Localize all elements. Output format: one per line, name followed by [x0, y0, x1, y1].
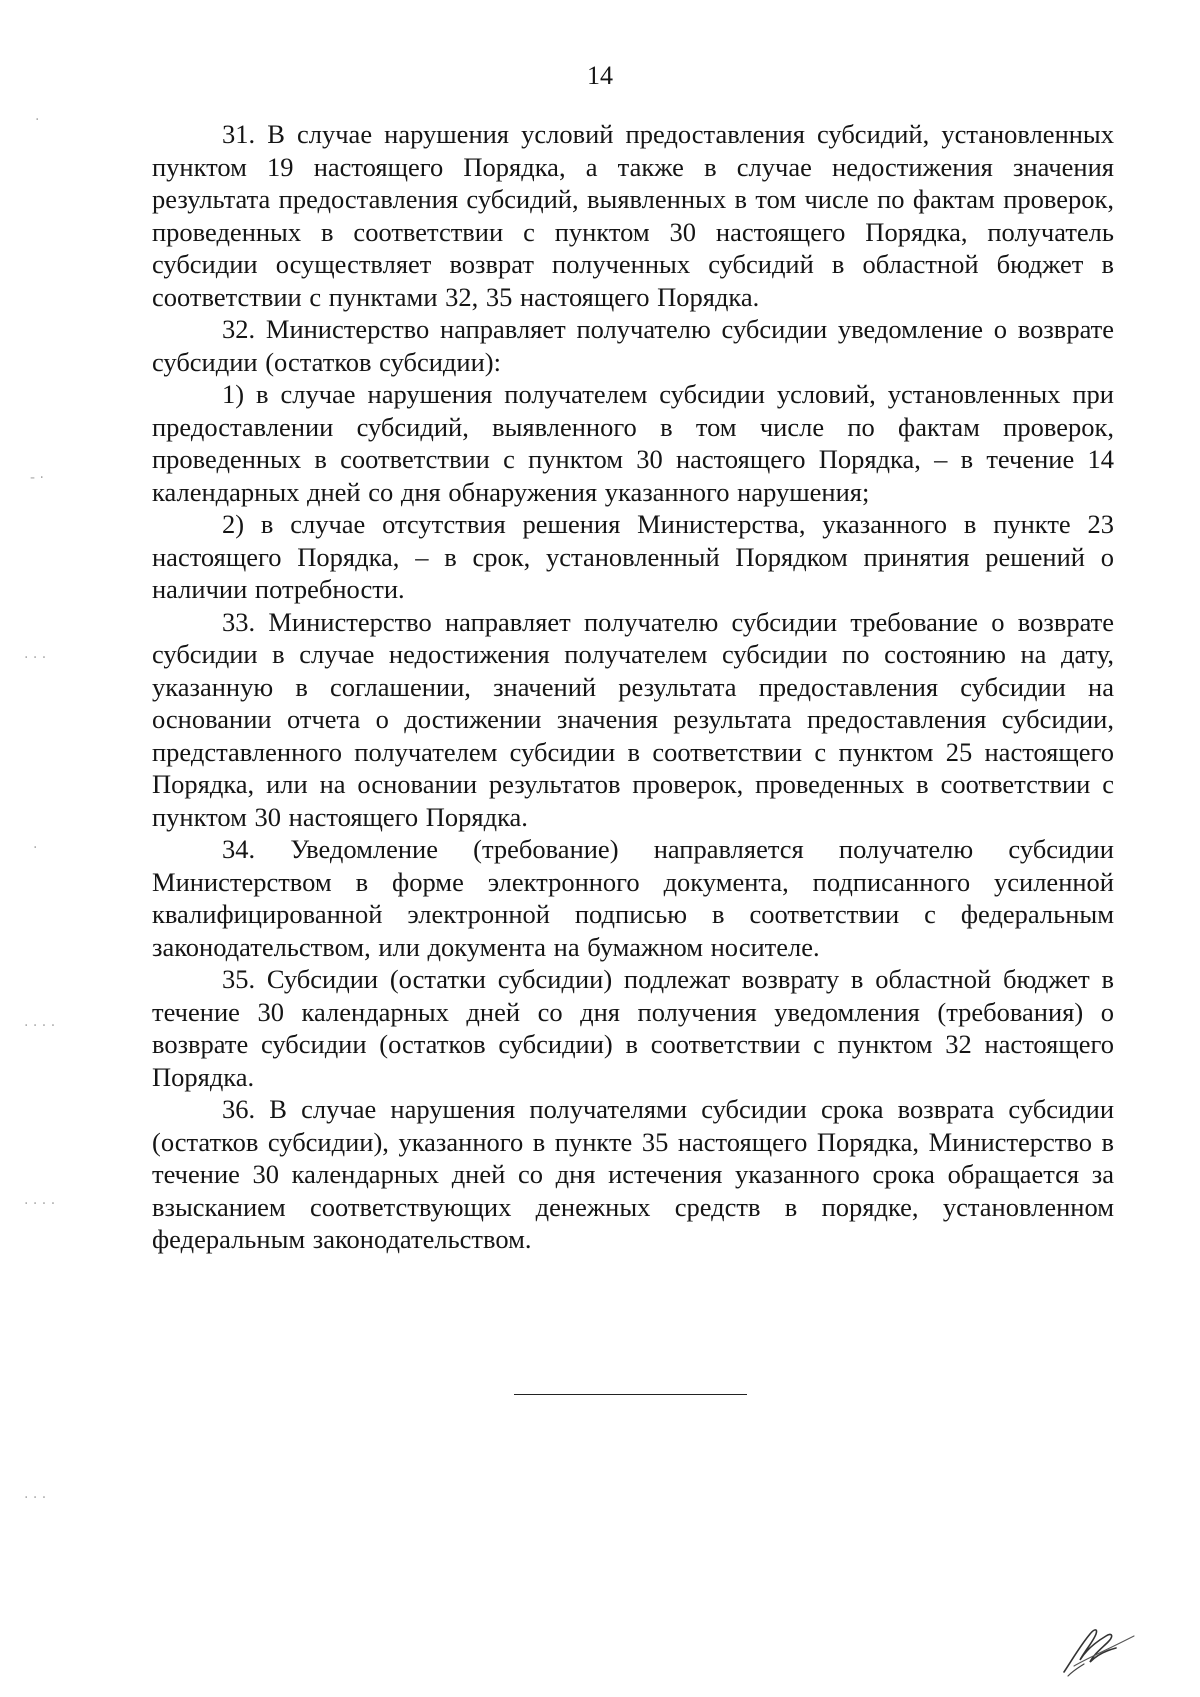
paragraph-32-item-1: 1) в случае нарушения получателем субсидии условий, установленных при предоставлении субсидий, выявленного в том числе по фактам проверок, проведенных в соответствии с пунктом 30 настоящего Порядка, – в течение 14 календарных дней со дня обнаружения указанного нарушения; [152, 379, 1114, 507]
scan-speck: · [33, 840, 38, 856]
paragraph-31: 31. В случае нарушения условий предоставления субсидий, установленных пунктом 19 настоящего Порядка, а также в случае недостижения значения результата предоставления субсидий, выявленных в том числе по фактам проверок, проведенных в соответствии с пунктом 30 настоящего Порядка, получатель субсидии осуществляет возврат полученных субсидий в областной бюджет в соответствии с пунктами 32, 35 настоящего Порядка. [152, 119, 1114, 312]
paragraph-34: 34. Уведомление (требование) направляется получателю субсидии Министерством в форме электронного документа, подписанного усиленной квалифицированной электронной подписью в соответствии с федеральным законодательством, или документа на бумажном носителе. [152, 834, 1114, 962]
paragraph-32: 32. Министерство направляет получателю субсидии уведомление о возврате субсидии (остатков субсидии): [152, 314, 1114, 377]
paragraph-35: 35. Субсидии (остатки субсидии) подлежат возврату в областной бюджет в течение 30 календарных дней со дня получения уведомления (требования) о возврате субсидии (остатков субсидии) в соответствии с пунктом 32 настоящего Порядка. [152, 964, 1114, 1092]
scan-speck: · [35, 112, 40, 128]
paragraph-33: 33. Министерство направляет получателю субсидии требование о возврате субсидии в случае недостижения получателем субсидии по состоянию на дату, указанную в соглашении, значений результата предоставления субсидии на основании отчета о достижении значения результата предоставления субсидии, представленного получателем субсидии в соответствии с пунктом 25 настоящего Порядка, или на основании результатов проверок, проведенных в соответствии с пунктом 30 настоящего Порядка. [152, 606, 1114, 832]
signature-mark-icon [1050, 1620, 1140, 1680]
page-number: 14 [587, 61, 613, 90]
scan-speck: · · · [24, 1490, 47, 1506]
paragraph-32-item-2: 2) в случае отсутствия решения Министерства, указанного в пункте 23 настоящего Порядка, – в срок, установленный Порядком принятия решений о наличии потребности. [152, 509, 1114, 604]
scan-speck: · · · · [24, 1018, 56, 1034]
scan-speck: - · [30, 470, 44, 486]
scan-speck: · · · [24, 650, 47, 666]
scan-speck: · · · · [24, 1196, 56, 1212]
paragraph-36: 36. В случае нарушения получателями субсидии срока возврата субсидии (остатков субсидии), указанного в пункте 35 настоящего Порядка, Министерство в течение 30 календарных дней со дня истечения указанного срока обращается за взысканием соответствующих денежных средств в порядке, установленном федеральным законодательством. [152, 1094, 1114, 1254]
closing-divider-line [514, 1394, 747, 1395]
document-body [152, 118, 1114, 1256]
